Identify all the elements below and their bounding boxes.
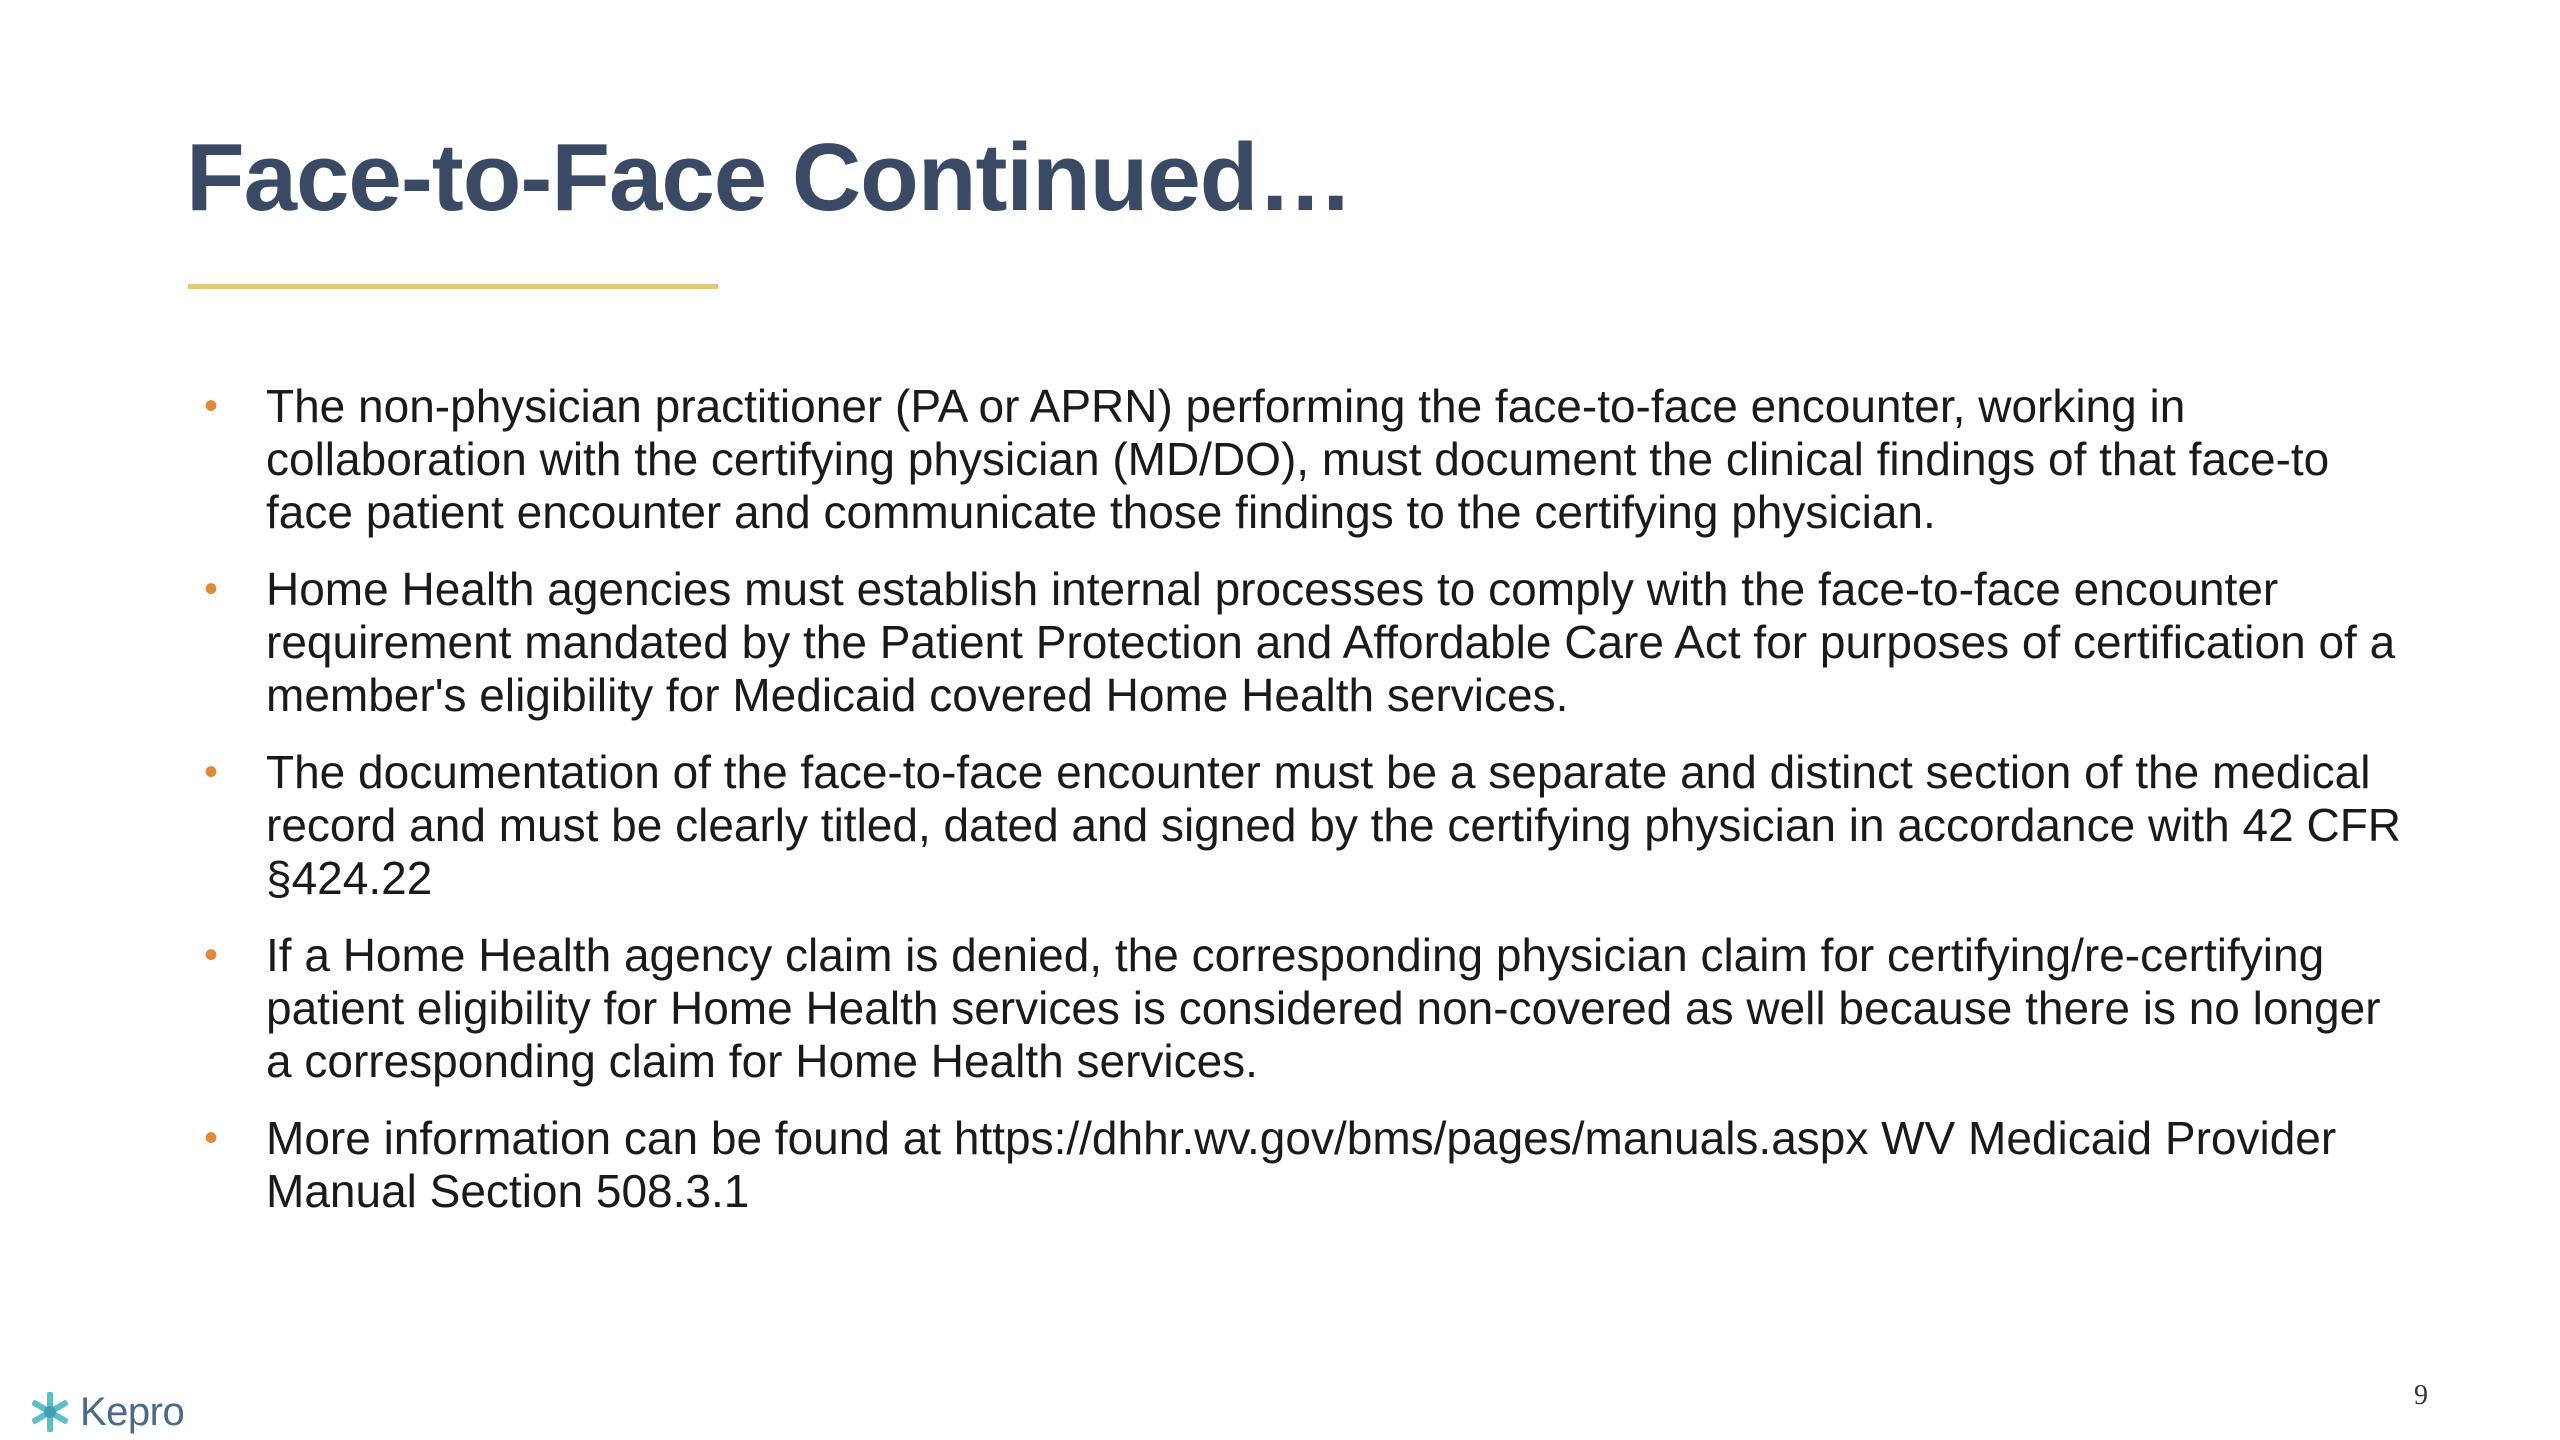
bullet-item (196, 1112, 2416, 1218)
slide-title: Face-to-Face Continued… (186, 124, 1353, 231)
bullet-text: Home Health agencies must establish internal processes to comply with the face-to-face encounter requirement mandated by the Patient Protection and Affordable Care Act for purposes of certification of a member's eligibility for Medicaid covered Home Health services. (266, 563, 2396, 721)
bullet-marker: • (204, 567, 219, 611)
title-underline (188, 284, 718, 289)
bullet-item (196, 746, 2416, 905)
kepro-logo (28, 1384, 184, 1440)
bullet-item (196, 380, 2416, 539)
kepro-star-icon (28, 1390, 72, 1434)
bullet-text: The documentation of the face-to-face encounter must be a separate and distinct section of the medical record and must be clearly titled, dated and signed by the certifying physician in accordance with 42 CFR §424.22 (266, 746, 2402, 904)
bullet-text: More information can be found at https://dhhr.wv.gov/bms/pages/manuals.aspx WV Medicaid Provider Manual Section 508.3.1 (266, 1112, 2337, 1217)
bullet-marker: • (204, 384, 219, 428)
logo-text: Kepro (80, 1389, 185, 1434)
bullet-item (196, 563, 2416, 722)
bullet-text: The non-physician practitioner (PA or APRN) performing the face-to-face encounter, working in collaboration with the certifying physician (MD/DO), must document the clinical findings of that face-to face patient encounter and communicate those findings to the certifying physician. (266, 380, 2330, 538)
bullet-marker: • (204, 1116, 219, 1160)
page-number: 9 (2414, 1380, 2428, 1411)
bullet-list (196, 380, 2416, 1242)
bullet-marker: • (204, 933, 219, 977)
bullet-marker: • (204, 750, 219, 794)
bullet-text: If a Home Health agency claim is denied, the corresponding physician claim for certifying/re-certifying patient eligibility for Home Health services is considered non-covered as well because there is no longer a corresponding claim for Home Health services. (266, 929, 2381, 1087)
bullet-item (196, 929, 2416, 1088)
